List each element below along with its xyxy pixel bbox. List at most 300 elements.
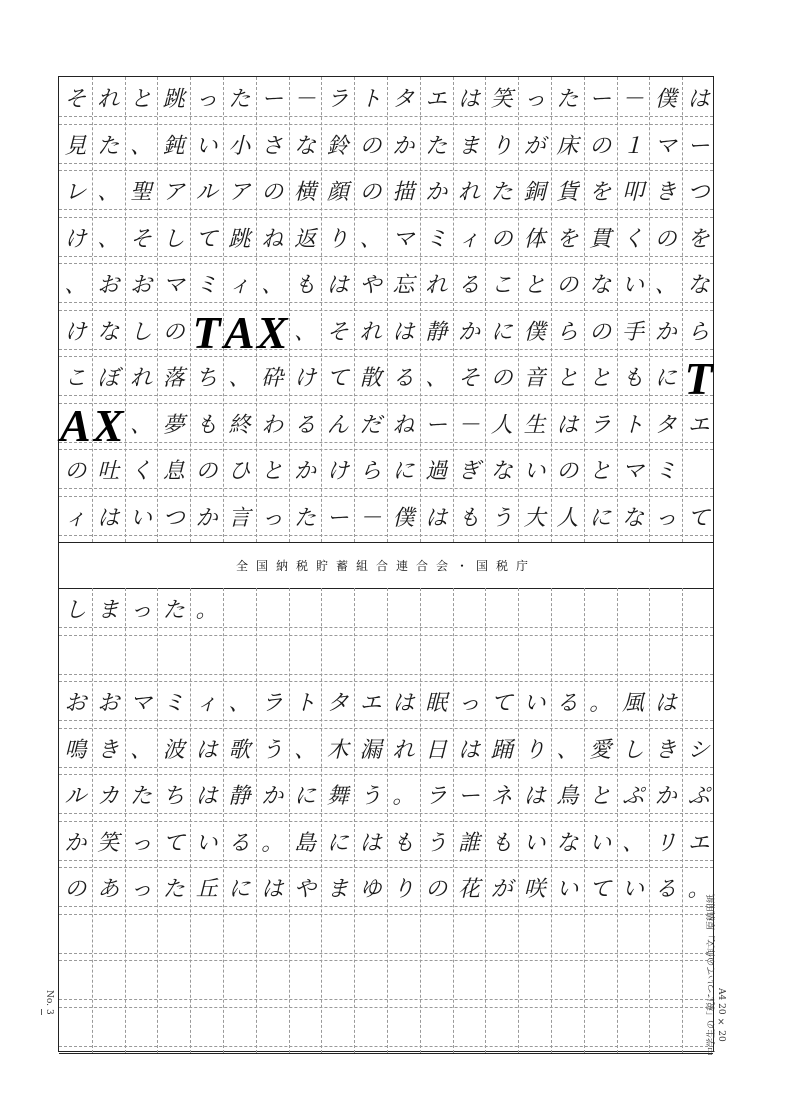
manuscript-cell: る <box>293 412 316 438</box>
manuscript-cell <box>190 1014 223 1046</box>
manuscript-cell: れ <box>392 737 415 763</box>
manuscript-cell: き <box>654 180 677 205</box>
manuscript-cell: － <box>293 87 316 112</box>
manuscript-cell: 僕 <box>523 319 546 345</box>
manuscript-cell: X <box>256 306 288 358</box>
column-line <box>682 77 683 542</box>
manuscript-cell: と <box>589 366 612 391</box>
manuscript-cell: く <box>621 226 644 252</box>
manuscript-cell: の <box>490 366 513 391</box>
manuscript-cell: 言 <box>228 505 251 531</box>
manuscript-cell: シ <box>687 737 710 763</box>
manuscript-cell <box>617 921 650 953</box>
manuscript-cell <box>289 1014 322 1046</box>
column-line <box>617 588 618 1053</box>
manuscript-cell <box>682 595 715 627</box>
column-line <box>321 77 322 542</box>
manuscript-cell: の <box>425 877 448 902</box>
column-line <box>518 77 519 542</box>
manuscript-cell: た <box>556 87 579 112</box>
manuscript-cell: 散 <box>359 366 382 391</box>
manuscript-cell: ね <box>392 412 415 438</box>
manuscript-sheet <box>58 76 714 1052</box>
manuscript-cell: 漏 <box>359 737 382 763</box>
manuscript-cell: て <box>687 505 710 531</box>
manuscript-cell: T <box>192 306 221 358</box>
manuscript-cell: な <box>490 459 513 484</box>
manuscript-cell: 貨 <box>556 180 579 205</box>
manuscript-cell: の <box>654 226 677 252</box>
manuscript-cell: は <box>457 87 480 112</box>
manuscript-cell: ー <box>687 133 710 159</box>
manuscript-cell: に <box>326 830 349 856</box>
manuscript-cell: お <box>97 273 120 298</box>
manuscript-block-lower <box>59 588 713 1053</box>
manuscript-cell <box>453 967 486 999</box>
manuscript-cell: は <box>654 691 677 716</box>
manuscript-cell: ア <box>228 180 251 205</box>
manuscript-cell: か <box>392 133 415 159</box>
manuscript-cell: 吐 <box>97 459 120 484</box>
manuscript-cell: 咲 <box>523 877 546 902</box>
manuscript-cell: X <box>92 399 124 451</box>
manuscript-cell: 、 <box>425 366 448 391</box>
manuscript-cell: ミ <box>195 273 218 298</box>
manuscript-cell: ト <box>293 691 316 716</box>
manuscript-cell: あ <box>97 877 120 902</box>
manuscript-cell: れ <box>425 273 448 298</box>
manuscript-cell: は <box>392 319 415 345</box>
column-line <box>256 77 257 542</box>
manuscript-cell: つ <box>687 180 710 205</box>
manuscript-cell: 。 <box>589 691 612 716</box>
manuscript-cell: 、 <box>228 366 251 391</box>
manuscript-cell: は <box>261 877 284 902</box>
manuscript-cell: た <box>490 180 513 205</box>
manuscript-cell <box>387 595 420 627</box>
manuscript-cell: ま <box>97 598 120 623</box>
manuscript-cell: 手 <box>621 319 644 345</box>
manuscript-cell: の <box>589 319 612 345</box>
manuscript-cell: や <box>293 877 316 902</box>
manuscript-cell: 落 <box>162 366 185 391</box>
manuscript-cell: ぷ <box>687 784 710 809</box>
manuscript-cell <box>125 642 158 674</box>
manuscript-cell: 息 <box>162 459 185 484</box>
manuscript-cell: れ <box>129 366 152 391</box>
manuscript-cell: 踊 <box>490 737 513 763</box>
manuscript-cell: 舞 <box>326 784 349 809</box>
manuscript-block-upper <box>59 77 713 542</box>
manuscript-cell: は <box>425 505 448 531</box>
manuscript-cell <box>157 642 190 674</box>
manuscript-cell: 横 <box>293 180 316 205</box>
manuscript-cell: は <box>457 737 480 763</box>
manuscript-cell: た <box>228 87 251 112</box>
manuscript-cell: や <box>359 273 382 298</box>
manuscript-cell: 。 <box>687 877 710 902</box>
manuscript-cell <box>321 967 354 999</box>
manuscript-cell: は <box>195 784 218 809</box>
manuscript-cell: も <box>621 366 644 391</box>
manuscript-cell: と <box>589 459 612 484</box>
manuscript-cell: 。 <box>195 598 218 623</box>
manuscript-cell <box>453 595 486 627</box>
manuscript-cell: タ <box>392 87 415 112</box>
manuscript-cell: か <box>64 830 87 856</box>
column-line <box>256 588 257 1053</box>
manuscript-cell: う <box>359 784 382 809</box>
manuscript-cell: き <box>97 737 120 763</box>
manuscript-cell: ィ <box>195 691 218 716</box>
manuscript-cell: ネ <box>490 784 513 809</box>
manuscript-cell: ー <box>326 505 349 531</box>
manuscript-cell <box>256 595 289 627</box>
manuscript-cell: け <box>64 319 87 345</box>
column-line <box>551 77 552 542</box>
manuscript-cell: 、 <box>654 273 677 298</box>
manuscript-cell: な <box>589 273 612 298</box>
manuscript-cell: ま <box>457 133 480 159</box>
manuscript-cell: ィ <box>457 226 480 252</box>
column-line <box>518 588 519 1053</box>
manuscript-cell <box>354 595 387 627</box>
manuscript-cell <box>354 967 387 999</box>
manuscript-cell: ら <box>556 319 579 345</box>
manuscript-cell <box>649 642 682 674</box>
row-line <box>59 1053 713 1054</box>
manuscript-cell <box>354 921 387 953</box>
manuscript-cell: れ <box>97 87 120 112</box>
manuscript-cell <box>649 1014 682 1046</box>
manuscript-cell: も <box>490 830 513 856</box>
manuscript-cell <box>387 642 420 674</box>
manuscript-cell: な <box>97 319 120 345</box>
manuscript-cell <box>649 921 682 953</box>
page-number <box>40 990 54 1015</box>
manuscript-cell: も <box>293 273 316 298</box>
manuscript-cell: か <box>654 784 677 809</box>
manuscript-cell: る <box>457 273 480 298</box>
manuscript-cell: 、 <box>261 273 284 298</box>
manuscript-cell: 砕 <box>261 366 284 391</box>
manuscript-cell <box>59 967 92 999</box>
manuscript-cell <box>223 595 256 627</box>
manuscript-cell <box>256 1014 289 1046</box>
manuscript-cell <box>584 967 617 999</box>
manuscript-cell: の <box>556 459 579 484</box>
manuscript-cell: － <box>621 87 644 112</box>
manuscript-cell: の <box>195 459 218 484</box>
manuscript-cell <box>485 1014 518 1046</box>
manuscript-cell: カ <box>97 784 120 809</box>
manuscript-cell: い <box>195 830 218 856</box>
manuscript-cell: ね <box>261 226 284 252</box>
manuscript-cell: レ <box>64 180 87 205</box>
column-line <box>125 588 126 1053</box>
manuscript-cell: か <box>195 505 218 531</box>
manuscript-cell: の <box>556 273 579 298</box>
manuscript-cell: 生 <box>523 412 546 438</box>
manuscript-cell: タ <box>326 691 349 716</box>
manuscript-cell <box>125 967 158 999</box>
manuscript-cell: た <box>162 877 185 902</box>
column-line <box>157 77 158 542</box>
manuscript-cell <box>485 967 518 999</box>
column-line <box>387 77 388 542</box>
column-line <box>125 77 126 542</box>
manuscript-cell <box>649 595 682 627</box>
manuscript-cell: 笑 <box>97 830 120 856</box>
manuscript-cell: 、 <box>556 737 579 763</box>
manuscript-cell: A <box>60 399 91 451</box>
manuscript-cell: た <box>97 133 120 159</box>
manuscript-cell <box>518 642 551 674</box>
manuscript-cell: の <box>64 877 87 902</box>
manuscript-cell: も <box>195 412 218 438</box>
manuscript-cell <box>92 967 125 999</box>
manuscript-cell <box>518 1014 551 1046</box>
manuscript-cell: 人 <box>556 505 579 531</box>
manuscript-cell <box>92 921 125 953</box>
column-line <box>92 588 93 1053</box>
manuscript-cell: 歌 <box>228 737 251 763</box>
manuscript-cell: 波 <box>162 737 185 763</box>
manuscript-cell: ル <box>195 180 218 205</box>
manuscript-cell <box>289 967 322 999</box>
manuscript-cell: 、 <box>129 412 152 438</box>
column-line <box>617 77 618 542</box>
manuscript-cell: と <box>261 459 284 484</box>
manuscript-cell: 体 <box>523 226 546 252</box>
manuscript-cell: ち <box>162 784 185 809</box>
manuscript-cell: い <box>523 459 546 484</box>
manuscript-cell <box>420 595 453 627</box>
manuscript-cell: ィ <box>64 505 87 531</box>
manuscript-cell <box>59 642 92 674</box>
manuscript-cell <box>453 642 486 674</box>
manuscript-cell <box>485 595 518 627</box>
manuscript-cell: エ <box>425 87 448 112</box>
manuscript-cell: は <box>523 784 546 809</box>
manuscript-cell: い <box>589 830 612 856</box>
manuscript-cell: そ <box>129 226 152 252</box>
manuscript-cell: １ <box>621 133 644 159</box>
manuscript-cell: を <box>687 226 710 252</box>
manuscript-cell: 花 <box>457 877 480 902</box>
manuscript-cell <box>321 642 354 674</box>
manuscript-cell <box>617 642 650 674</box>
manuscript-cell: マ <box>162 273 185 298</box>
manuscript-cell <box>256 967 289 999</box>
manuscript-cell <box>289 921 322 953</box>
manuscript-cell: 見 <box>64 133 87 159</box>
manuscript-cell: が <box>523 133 546 159</box>
manuscript-cell: れ <box>359 319 382 345</box>
column-line <box>223 588 224 1053</box>
manuscript-cell: そ <box>64 87 87 112</box>
column-line <box>649 77 650 542</box>
manuscript-cell: し <box>64 598 87 623</box>
manuscript-cell: ー <box>425 412 448 438</box>
manuscript-cell: 。 <box>392 784 415 809</box>
manuscript-cell: ち <box>195 366 218 391</box>
manuscript-cell: き <box>654 737 677 763</box>
manuscript-cell: も <box>392 830 415 856</box>
manuscript-cell: な <box>687 273 710 298</box>
manuscript-cell: 人 <box>490 412 513 438</box>
manuscript-cell: ん <box>326 412 349 438</box>
column-line <box>551 588 552 1053</box>
manuscript-cell <box>682 642 715 674</box>
manuscript-cell <box>157 967 190 999</box>
manuscript-cell: る <box>228 830 251 856</box>
manuscript-cell: 貫 <box>589 226 612 252</box>
manuscript-cell: し <box>162 226 185 252</box>
manuscript-cell: て <box>326 366 349 391</box>
manuscript-cell <box>92 642 125 674</box>
manuscript-cell <box>157 1014 190 1046</box>
manuscript-cell <box>59 1014 92 1046</box>
manuscript-cell: し <box>621 737 644 763</box>
manuscript-cell: に <box>293 784 316 809</box>
manuscript-cell: 終 <box>228 412 251 438</box>
manuscript-cell: － <box>457 412 480 438</box>
manuscript-cell: ト <box>359 87 382 112</box>
manuscript-cell: は <box>392 691 415 716</box>
manuscript-cell <box>354 642 387 674</box>
manuscript-cell: り <box>326 226 349 252</box>
column-line <box>584 588 585 1053</box>
manuscript-cell: エ <box>687 830 710 856</box>
manuscript-cell: 鳴 <box>64 737 87 763</box>
manuscript-cell: た <box>129 784 152 809</box>
manuscript-cell: と <box>129 87 152 112</box>
manuscript-cell: 返 <box>293 226 316 252</box>
manuscript-cell: － <box>359 505 382 531</box>
manuscript-cell: は <box>195 737 218 763</box>
manuscript-cell: っ <box>261 505 284 531</box>
column-line <box>354 588 355 1053</box>
manuscript-cell: と <box>523 273 546 298</box>
manuscript-cell: っ <box>195 87 218 112</box>
manuscript-cell: い <box>621 877 644 902</box>
manuscript-cell <box>584 1014 617 1046</box>
manuscript-cell: 、 <box>64 273 87 298</box>
manuscript-cell: ぼ <box>97 366 120 391</box>
manuscript-cell <box>584 921 617 953</box>
manuscript-cell <box>485 921 518 953</box>
manuscript-cell: 笑 <box>490 87 513 112</box>
manuscript-cell: さ <box>261 133 284 159</box>
manuscript-cell: 誰 <box>457 830 480 856</box>
manuscript-cell: か <box>457 319 480 345</box>
manuscript-cell: そ <box>326 319 349 345</box>
manuscript-cell: た <box>162 598 185 623</box>
manuscript-cell: う <box>261 737 284 763</box>
manuscript-cell: 、 <box>621 830 644 856</box>
manuscript-cell: ミ <box>162 691 185 716</box>
sponsor-band: 全国納税貯蓄組合連合会・国税庁 <box>235 558 536 573</box>
manuscript-cell: わ <box>261 412 284 438</box>
manuscript-cell: 、 <box>293 319 316 345</box>
manuscript-cell <box>649 967 682 999</box>
column-line <box>289 588 290 1053</box>
column-line <box>223 77 224 542</box>
manuscript-cell: が <box>490 877 513 902</box>
manuscript-cell: 僕 <box>392 505 415 531</box>
manuscript-cell: を <box>589 180 612 205</box>
manuscript-cell: 夢 <box>162 412 185 438</box>
manuscript-cell: 銅 <box>523 180 546 205</box>
manuscript-cell <box>256 921 289 953</box>
manuscript-cell: 、 <box>359 226 382 252</box>
manuscript-cell: 顔 <box>326 180 349 205</box>
manuscript-cell: る <box>392 366 415 391</box>
manuscript-cell <box>289 642 322 674</box>
manuscript-cell <box>682 456 715 488</box>
manuscript-cell: 、 <box>129 737 152 763</box>
manuscript-cell <box>125 1014 158 1046</box>
manuscript-cell <box>551 921 584 953</box>
manuscript-cell: て <box>162 830 185 856</box>
manuscript-cell <box>223 921 256 953</box>
manuscript-cell: ま <box>326 877 349 902</box>
manuscript-cell: 跳 <box>162 87 185 112</box>
paper-format-label: A4 20 × 20 <box>716 988 726 1042</box>
manuscript-cell: こ <box>490 273 513 298</box>
manuscript-cell: り <box>392 877 415 902</box>
manuscript-cell: か <box>293 459 316 484</box>
manuscript-cell: 。 <box>261 830 284 856</box>
manuscript-cell: れ <box>457 180 480 205</box>
column-line <box>453 588 454 1053</box>
column-line <box>190 77 191 542</box>
manuscript-cell: っ <box>129 598 152 623</box>
manuscript-cell: 過 <box>425 459 448 484</box>
manuscript-cell: 大 <box>523 505 546 531</box>
manuscript-cell <box>518 967 551 999</box>
manuscript-cell: に <box>589 505 612 531</box>
page-number-value: 3 <box>41 1009 56 1015</box>
manuscript-cell <box>420 967 453 999</box>
manuscript-cell: い <box>523 830 546 856</box>
manuscript-cell: こ <box>64 366 87 391</box>
manuscript-cell: の <box>359 133 382 159</box>
manuscript-cell: て <box>195 226 218 252</box>
manuscript-cell: マ <box>654 133 677 159</box>
manuscript-cell: け <box>326 459 349 484</box>
manuscript-cell: T <box>684 353 713 404</box>
manuscript-cell: な <box>621 505 644 531</box>
manuscript-cell <box>321 921 354 953</box>
manuscript-cell: ー <box>457 784 480 809</box>
manuscript-cell: は <box>359 830 382 856</box>
manuscript-cell <box>387 1014 420 1046</box>
manuscript-cell: 丘 <box>195 877 218 902</box>
manuscript-cell <box>551 967 584 999</box>
manuscript-cell: 描 <box>392 180 415 205</box>
page-number-label: No. <box>44 990 54 1006</box>
manuscript-cell: し <box>129 319 152 345</box>
manuscript-cell: 、 <box>97 226 120 252</box>
manuscript-cell: に <box>490 319 513 345</box>
manuscript-cell: に <box>228 877 251 902</box>
manuscript-cell <box>321 1014 354 1046</box>
column-line <box>649 588 650 1053</box>
column-line <box>453 77 454 542</box>
manuscript-cell: ィ <box>228 273 251 298</box>
